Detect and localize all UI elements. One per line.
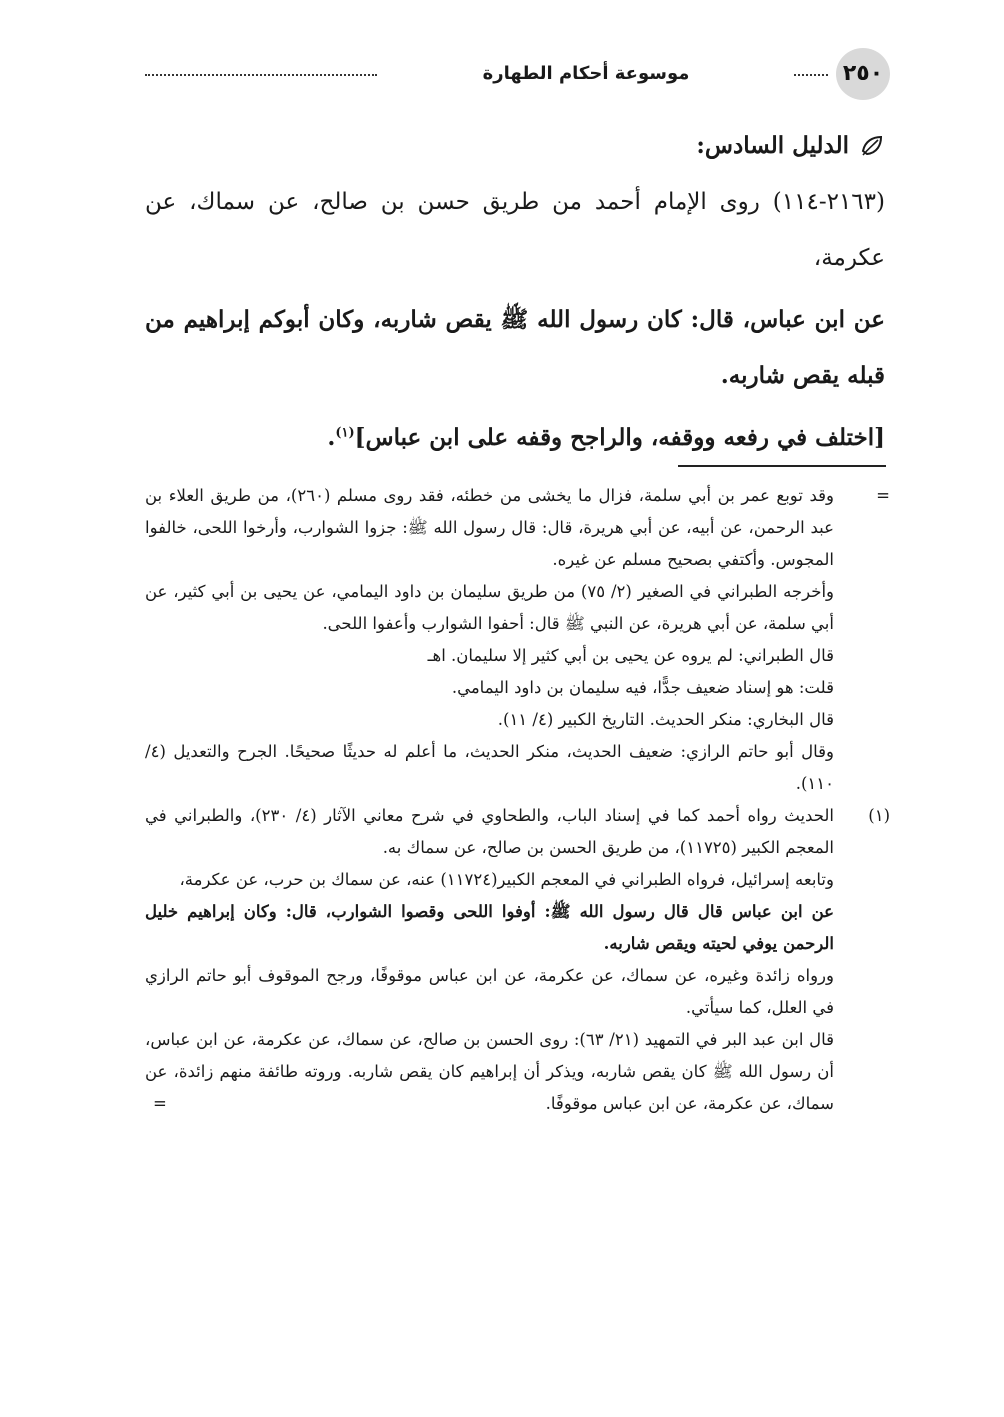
footnote-line: قلت: هو إسناد ضعيف جدًّا، فيه سليمان بن داود اليمامي. bbox=[451, 678, 834, 697]
footnotes bbox=[145, 480, 890, 1120]
leaf-ornament-icon bbox=[859, 133, 885, 159]
footnote-line: الحديث رواه أحمد كما في إسناد الباب، والطحاوي في شرح معاني الآثار (٤/ ٢٣٠)، والطبراني في المعجم الكبير (١١٧٢٥)، من طريق الحسن بن صالح، عن سماك به. bbox=[145, 806, 834, 857]
continued-mark: = bbox=[876, 486, 890, 505]
page-header bbox=[145, 48, 890, 100]
running-title: موسوعة أحكام الطهارة bbox=[482, 63, 690, 84]
footnote-1-mark: (١) bbox=[868, 806, 890, 825]
header-dots-left bbox=[145, 74, 377, 76]
header-dots-right bbox=[794, 74, 828, 76]
footnote-line-last bbox=[145, 1024, 834, 1120]
footnote-line: وقد توبع عمر بن أبي سلمة، فزال ما يخشى من خطئه، فقد روى مسلم (٢٦٠)، من طريق العلاء بن عبد الرحمن، عن أبيه، عن أبي هريرة، قال: قال رسول الله ﷺ: جزوا الشوارب، وأرخوا اللحى، خالفوا المجوس. وأكتفي بصحيح مسلم عن غيره. bbox=[145, 486, 835, 569]
hadith-intro: (٢١٦٣-١١٤) روى الإمام أحمد من طريق حسن بن صالح، عن سماك، عن عكرمة، bbox=[145, 189, 885, 271]
ruling-end: . bbox=[327, 424, 336, 451]
footnote-line: ورواه زائدة وغيره، عن سماك، عن عكرمة، عن ابن عباس موقوفًا، ورجح الموقوف أبو حاتم الرازي في العلل، كما سيأتي. bbox=[145, 966, 834, 1017]
footnote-line-bold: عن ابن عباس قال قال رسول الله ﷺ: أوفوا اللحى وقصوا الشوارب، قال: وكان إبراهيم خليل الرحمن يوفي لحيته ويقص شاربه. bbox=[145, 902, 834, 953]
ruling-text: [اختلف في رفعه ووقفه، والراجح وقفه على ابن عباس] bbox=[354, 424, 885, 451]
footnote-line: وتابعه إسرائيل، فرواه الطبراني في المعجم الكبير(١١٧٢٤) عنه، عن سماك بن حرب، عن عكرمة، bbox=[179, 870, 834, 889]
footnote-continued bbox=[145, 480, 890, 800]
footnote-continued-body bbox=[145, 480, 860, 800]
footnote-line: وأخرجه الطبراني في الصغير (٢/ ٧٥) من طريق سليمان بن داود اليمامي، عن يحيى بن أبي كثير، عن أبي سلمة، عن أبي هريرة، عن النبي ﷺ قال: أحفوا الشوارب وأعفوا اللحى. bbox=[145, 582, 834, 633]
footnote-line: قال الطبراني: لم يروه عن يحيى بن أبي كثير إلا سليمان. اهـ bbox=[427, 646, 834, 665]
footnote-ref-1[interactable]: (١) bbox=[335, 425, 355, 441]
footnote-line: قال البخاري: منكر الحديث. التاريخ الكبير (٤/ ١١). bbox=[497, 710, 834, 729]
footnote-text: قال ابن عبد البر في التمهيد (٢١/ ٦٣): روى الحسن بن صالح، عن سماك، عن عكرمة، عن ابن عباس، أن رسول الله ﷺ كان يقص شاربه، ويذكر أن إبراهيم كان يقص شاربه. وروته طائفة منهم زائدة، عن سماك، عن عكرمة، عن ابن عباس موقوفًا. bbox=[145, 1030, 835, 1113]
page-number: ٢٥٠ bbox=[836, 48, 890, 100]
footnote-line: وقال أبو حاتم الرازي: ضعيف الحديث، منكر الحديث، ما أعلم له حديثًا صحيحًا. الجرح والتعديل (٤/ ١١٠). bbox=[145, 742, 834, 793]
footnote-1-body bbox=[145, 800, 860, 1120]
section-title: الدليل السادس: bbox=[696, 132, 849, 159]
main-text bbox=[145, 118, 885, 466]
hadith-text: عن ابن عباس، قال: كان رسول الله ﷺ يقص شاربه، وكان أبوكم إبراهيم من قبله يقص شاربه. bbox=[145, 306, 885, 389]
section-heading bbox=[145, 118, 885, 174]
footnote-1 bbox=[145, 800, 890, 1120]
footnote-separator bbox=[678, 465, 886, 467]
continues-mark: = bbox=[153, 1094, 167, 1113]
hadith-ruling bbox=[145, 410, 885, 466]
